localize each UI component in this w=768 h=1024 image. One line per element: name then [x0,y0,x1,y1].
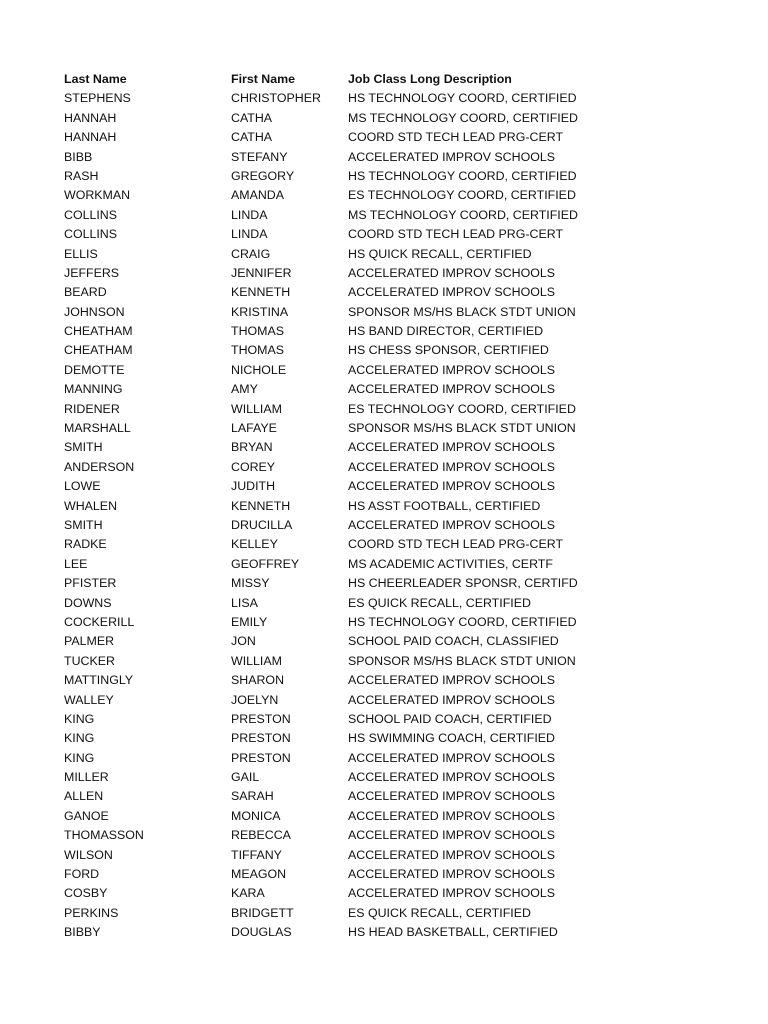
cell-first-name: WILLIAM [231,401,282,416]
table-body [64,89,664,942]
cell-last-name: SMITH [64,440,103,455]
cell-last-name: JEFFERS [64,265,120,280]
cell-last-name: GANOE [64,808,109,823]
table-row [64,787,664,806]
cell-first-name: THOMAS [231,324,285,339]
cell-first-name: LINDA [231,227,268,242]
cell-job-class: SPONSOR MS/HS BLACK STDT UNION [348,421,576,436]
cell-first-name: COREY [231,459,276,474]
cell-first-name: MEAGON [231,867,287,882]
cell-last-name: JOHNSON [64,304,125,319]
cell-job-class: SPONSOR MS/HS BLACK STDT UNION [348,653,576,668]
cell-last-name: CHEATHAM [64,343,133,358]
table-row [64,497,664,516]
cell-last-name: WALLEY [64,692,114,707]
table-row [64,749,664,768]
cell-job-class: HS TECHNOLOGY COORD, CERTIFIED [348,614,577,629]
cell-last-name: PALMER [64,634,115,649]
table-row [64,768,664,787]
cell-first-name: BRYAN [231,440,273,455]
cell-last-name: STEPHENS [64,91,131,106]
cell-first-name: PRESTON [231,731,291,746]
cell-job-class: ACCELERATED IMPROV SCHOOLS [348,673,556,688]
cell-first-name: SHARON [231,673,285,688]
table-row [64,341,664,360]
cell-first-name: LISA [231,595,258,610]
table-row [64,245,664,264]
cell-first-name: AMANDA [231,188,285,203]
table-row [64,574,664,593]
cell-first-name: SARAH [231,789,274,804]
cell-job-class: ACCELERATED IMPROV SCHOOLS [348,828,556,843]
cell-last-name: CHEATHAM [64,324,133,339]
cell-job-class: ACCELERATED IMPROV SCHOOLS [348,750,556,765]
cell-job-class: ACCELERATED IMPROV SCHOOLS [348,886,556,901]
table-row [64,904,664,923]
cell-last-name: ANDERSON [64,459,135,474]
cell-first-name: GEOFFREY [231,556,300,571]
cell-job-class: SCHOOL PAID COACH, CERTIFIED [348,711,552,726]
table-row [64,652,664,671]
table-row [64,671,664,690]
cell-first-name: PRESTON [231,711,291,726]
cell-job-class: ACCELERATED IMPROV SCHOOLS [348,847,556,862]
table-row [64,613,664,632]
table-row [64,458,664,477]
cell-last-name: COLLINS [64,207,118,222]
cell-job-class: ACCELERATED IMPROV SCHOOLS [348,362,556,377]
cell-last-name: MARSHALL [64,421,131,436]
cell-first-name: KRISTINA [231,304,289,319]
cell-first-name: REBECCA [231,828,291,843]
cell-first-name: CRAIG [231,246,271,261]
cell-job-class: ES TECHNOLOGY COORD, CERTIFIED [348,188,576,203]
cell-job-class: ACCELERATED IMPROV SCHOOLS [348,517,556,532]
cell-first-name: CATHA [231,130,273,145]
cell-job-class: COORD STD TECH LEAD PRG-CERT [348,537,564,552]
table-row [64,186,664,205]
cell-job-class: ACCELERATED IMPROV SCHOOLS [348,382,556,397]
cell-first-name: LAFAYE [231,421,277,436]
cell-last-name: WILSON [64,847,113,862]
table-row [64,884,664,903]
table-row [64,283,664,302]
cell-job-class: HS TECHNOLOGY COORD, CERTIFIED [348,91,577,106]
table-row [64,846,664,865]
cell-first-name: PRESTON [231,750,291,765]
cell-job-class: ACCELERATED IMPROV SCHOOLS [348,789,556,804]
table-row [64,400,664,419]
cell-last-name: BEARD [64,285,107,300]
cell-job-class: ES QUICK RECALL, CERTIFIED [348,595,531,610]
cell-last-name: THOMASSON [64,828,144,843]
cell-last-name: ALLEN [64,789,104,804]
cell-last-name: MANNING [64,382,123,397]
table-row [64,691,664,710]
table-row [64,89,664,108]
cell-job-class: HS CHEERLEADER SPONSR, CERTIFD [348,576,578,591]
table-row [64,148,664,167]
cell-first-name: STEFANY [231,149,288,164]
cell-first-name: BRIDGETT [231,905,294,920]
cell-first-name: DOUGLAS [231,925,292,940]
cell-first-name: MONICA [231,808,281,823]
cell-first-name: MISSY [231,576,270,591]
cell-last-name: ELLIS [64,246,98,261]
cell-job-class: ACCELERATED IMPROV SCHOOLS [348,285,556,300]
cell-first-name: JON [231,634,256,649]
header-job-class: Job Class Long Description [348,72,512,86]
cell-job-class: COORD STD TECH LEAD PRG-CERT [348,227,564,242]
cell-last-name: COSBY [64,886,108,901]
cell-first-name: GREGORY [231,168,295,183]
table-row [64,109,664,128]
cell-job-class: MS TECHNOLOGY COORD, CERTIFIED [348,207,578,222]
cell-first-name: TIFFANY [231,847,282,862]
cell-last-name: KING [64,750,95,765]
cell-job-class: SCHOOL PAID COACH, CLASSIFIED [348,634,559,649]
cell-last-name: BIBBY [64,925,101,940]
cell-first-name: NICHOLE [231,362,287,377]
cell-last-name: COCKERILL [64,614,135,629]
cell-last-name: LOWE [64,479,101,494]
cell-last-name: FORD [64,867,100,882]
cell-first-name: KELLEY [231,537,278,552]
table-row [64,865,664,884]
cell-last-name: RIDENER [64,401,120,416]
cell-job-class: HS HEAD BASKETBALL, CERTIFIED [348,925,558,940]
cell-job-class: HS QUICK RECALL, CERTIFIED [348,246,532,261]
cell-last-name: TUCKER [64,653,115,668]
cell-last-name: WORKMAN [64,188,131,203]
cell-first-name: JENNIFER [231,265,292,280]
cell-last-name: LEE [64,556,88,571]
cell-job-class: COORD STD TECH LEAD PRG-CERT [348,130,564,145]
cell-job-class: SPONSOR MS/HS BLACK STDT UNION [348,304,576,319]
cell-last-name: BIBB [64,149,93,164]
cell-first-name: JUDITH [231,479,276,494]
cell-job-class: ACCELERATED IMPROV SCHOOLS [348,867,556,882]
cell-first-name: DRUCILLA [231,517,293,532]
cell-first-name: CHRISTOPHER [231,91,321,106]
table-row [64,225,664,244]
cell-first-name: CATHA [231,110,273,125]
table-row [64,594,664,613]
cell-job-class: ACCELERATED IMPROV SCHOOLS [348,440,556,455]
cell-last-name: PFISTER [64,576,117,591]
table-header-row [64,70,664,89]
cell-last-name: KING [64,731,95,746]
table-row [64,516,664,535]
cell-last-name: MILLER [64,770,109,785]
cell-last-name: WHALEN [64,498,118,513]
cell-first-name: KENNETH [231,498,291,513]
cell-job-class: MS TECHNOLOGY COORD, CERTIFIED [348,110,578,125]
cell-job-class: ACCELERATED IMPROV SCHOOLS [348,149,556,164]
cell-last-name: DOWNS [64,595,112,610]
cell-last-name: SMITH [64,517,103,532]
cell-last-name: MATTINGLY [64,673,134,688]
cell-job-class: ACCELERATED IMPROV SCHOOLS [348,479,556,494]
cell-job-class: HS SWIMMING COACH, CERTIFIED [348,731,555,746]
cell-first-name: KENNETH [231,285,291,300]
table-row [64,167,664,186]
table-row [64,477,664,496]
cell-job-class: ACCELERATED IMPROV SCHOOLS [348,808,556,823]
table-row [64,128,664,147]
cell-last-name: COLLINS [64,227,118,242]
cell-job-class: ACCELERATED IMPROV SCHOOLS [348,770,556,785]
cell-job-class: HS ASST FOOTBALL, CERTIFIED [348,498,541,513]
cell-job-class: ACCELERATED IMPROV SCHOOLS [348,265,556,280]
cell-job-class: HS TECHNOLOGY COORD, CERTIFIED [348,168,577,183]
cell-job-class: HS BAND DIRECTOR, CERTIFIED [348,324,544,339]
table-row [64,632,664,651]
cell-job-class: ACCELERATED IMPROV SCHOOLS [348,692,556,707]
table-row [64,361,664,380]
table-row [64,380,664,399]
cell-last-name: PERKINS [64,905,119,920]
header-last-name: Last Name [64,72,127,86]
cell-first-name: EMILY [231,614,268,629]
cell-job-class: ACCELERATED IMPROV SCHOOLS [348,459,556,474]
cell-first-name: AMY [231,382,258,397]
cell-first-name: LINDA [231,207,268,222]
table-row [64,729,664,748]
table-row [64,555,664,574]
cell-first-name: JOELYN [231,692,279,707]
header-first-name: First Name [231,72,296,86]
cell-last-name: HANNAH [64,110,117,125]
cell-last-name: KING [64,711,95,726]
cell-job-class: ES TECHNOLOGY COORD, CERTIFIED [348,401,576,416]
cell-first-name: KARA [231,886,265,901]
table-row [64,303,664,322]
cell-last-name: RASH [64,168,99,183]
cell-first-name: WILLIAM [231,653,282,668]
table-row [64,438,664,457]
cell-job-class: HS CHESS SPONSOR, CERTIFIED [348,343,549,358]
table-row [64,535,664,554]
cell-first-name: THOMAS [231,343,285,358]
table-row [64,322,664,341]
cell-last-name: RADKE [64,537,107,552]
table-row [64,923,664,942]
table-row [64,826,664,845]
staff-table [64,70,664,943]
table-row [64,710,664,729]
table-row [64,807,664,826]
cell-job-class: MS ACADEMIC ACTIVITIES, CERTF [348,556,553,571]
cell-job-class: ES QUICK RECALL, CERTIFIED [348,905,531,920]
table-row [64,206,664,225]
cell-last-name: HANNAH [64,130,117,145]
cell-first-name: GAIL [231,770,260,785]
table-row [64,264,664,283]
table-row [64,419,664,438]
cell-last-name: DEMOTTE [64,362,125,377]
